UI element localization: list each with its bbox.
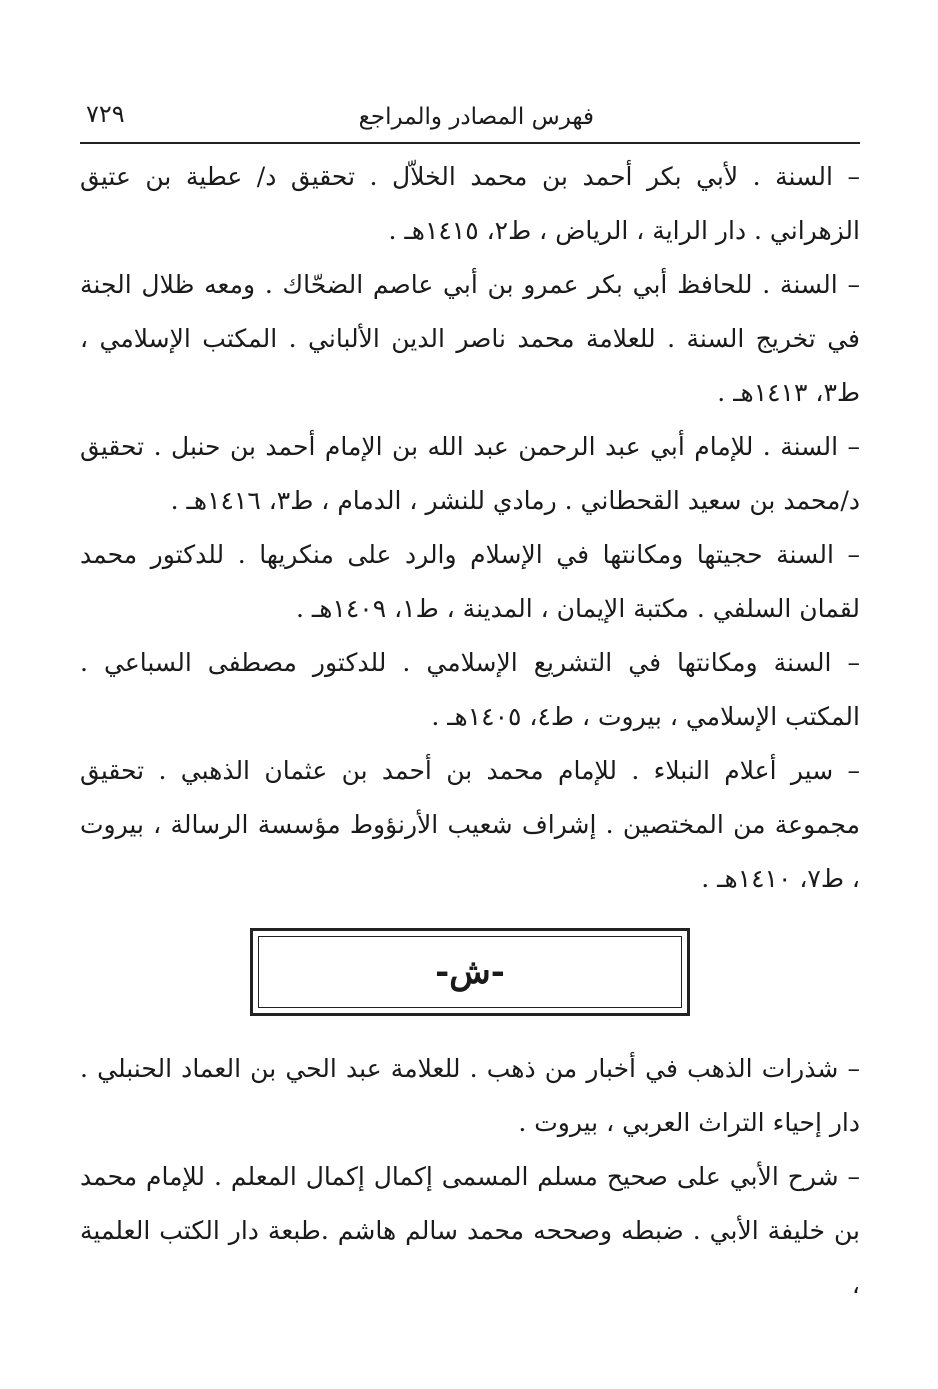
section-letter-frame bbox=[258, 936, 682, 1008]
bibliography-entry: – شذرات الذهب في أخبار من ذهب . للعلامة عبد الحي بن العماد الحنبلي . دار إحياء التراث العربي ، بيروت . bbox=[80, 1054, 860, 1137]
bibliography-entry: – السنة . للإمام أبي عبد الرحمن عبد الله بن الإمام أحمد بن حنبل . تحقيق د/محمد بن سعيد القحطاني . رمادي للنشر ، الدمام ، ط٣، ١٤١٦هـ . bbox=[80, 432, 860, 515]
page-header bbox=[80, 96, 860, 144]
bibliography-entry: – السنة ومكانتها في التشريع الإسلامي . للدكتور مصطفى السباعي . المكتب الإسلامي ، بيروت ، ط٤، ١٤٠٥هـ . bbox=[80, 648, 860, 731]
section-letter-heading: -ش- bbox=[435, 952, 505, 992]
bibliography-content bbox=[80, 150, 860, 1312]
bibliography-entry: – سير أعلام النبلاء . للإمام محمد بن أحمد بن عثمان الذهبي . تحقيق مجموعة من المختصين . إشراف شعيب الأرنؤوط مؤسسة الرسالة ، بيروت ، ط٧، ١٤١٠هـ . bbox=[80, 756, 860, 893]
bibliography-entry: – السنة حجيتها ومكانتها في الإسلام والرد على منكريها . للدكتور محمد لقمان السلفي . مكتبة الإيمان ، المدينة ، ط١، ١٤٠٩هـ . bbox=[80, 540, 860, 623]
page-number: ٧٢٩ bbox=[86, 100, 125, 128]
running-title: فهرس المصادر والمراجع bbox=[358, 104, 594, 130]
bibliography-entry: – السنة . لأبي بكر أحمد بن محمد الخلاّل . تحقيق د/ عطية بن عتيق الزهراني . دار الراية ، الرياض ، ط٢، ١٤١٥هـ . bbox=[80, 162, 860, 245]
section-letter-box bbox=[250, 928, 690, 1016]
bibliography-entry: – السنة . للحافظ أبي بكر عمرو بن أبي عاصم الضحّاك . ومعه ظلال الجنة في تخريج السنة . للعلامة محمد ناصر الدين الألباني . المكتب الإسلامي ، ط٣، ١٤١٣هـ . bbox=[80, 270, 860, 407]
bibliography-entry: – شرح الأبي على صحيح مسلم المسمى إكمال إكمال المعلم . للإمام محمد بن خليفة الأبي . ضبطه وصححه محمد سالم هاشم .طبعة دار الكتب العلمية ، bbox=[80, 1162, 860, 1299]
